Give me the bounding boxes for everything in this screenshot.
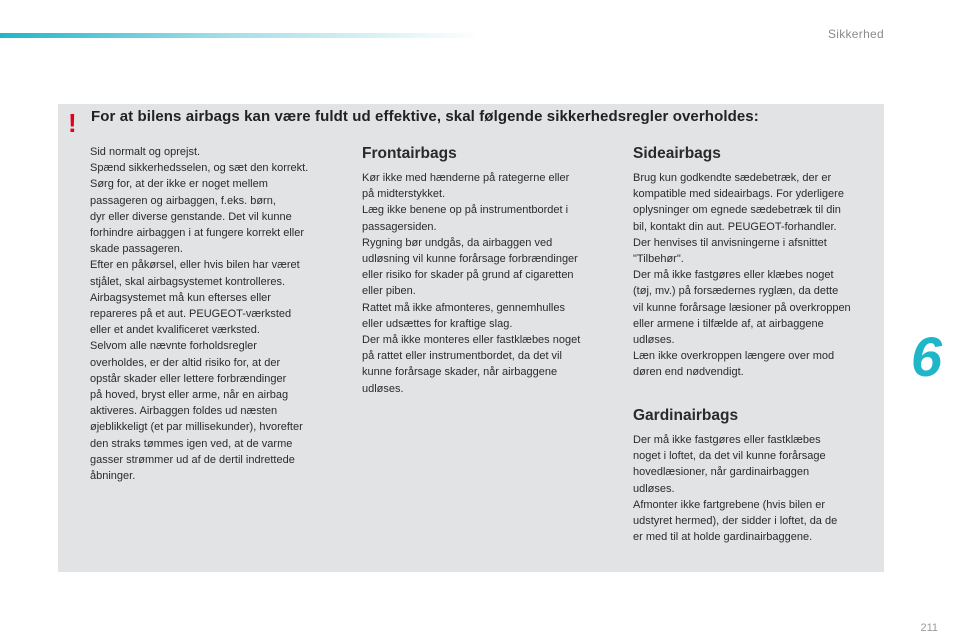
text-line: hovedlæsioner, når gardinairbaggen [633, 466, 810, 479]
text-line: stjålet, skal airbagsystemet kontrolleres. [90, 275, 286, 288]
gardinairbags-column [633, 406, 881, 545]
text-line: udstyret hermed), der sidder i loftet, da de [633, 515, 838, 528]
text-line: Der må ikke fastgøres eller klæbes noget [633, 269, 834, 282]
text-line: eller piben. [362, 285, 416, 298]
text-line: på hoved, bryst eller arme, når en airbag [90, 389, 289, 402]
text-line: udløses. [633, 482, 675, 495]
text-line: opstår skader eller lettere forbrændinger [90, 372, 287, 385]
text-line: dyr eller diverse genstande. Det vil kunne [90, 210, 292, 223]
text-line: "Tilbehør". [633, 253, 684, 266]
text-line: Sid normalt og oprejst. [90, 146, 201, 158]
text-line: eller udsættes for kraftige slag. [362, 317, 513, 330]
frontairbags-column [362, 144, 612, 397]
text-line: Læg ikke benene op på instrumentbordet i [362, 204, 569, 217]
text-line: kunne forårsage skader, når airbaggene [362, 366, 558, 379]
text-line: Airbagsystemet må kun efterses eller [90, 291, 271, 304]
text-line: repareres på et aut. PEUGEOT-værksted [90, 308, 292, 321]
section-title: Sikkerhed [827, 27, 884, 41]
text-line: Der må ikke fastgøres eller fastklæbes [633, 434, 821, 446]
text-line: eller et andet kvalificeret værksted. [90, 324, 260, 337]
text-line: Læn ikke overkroppen længere over mod [633, 350, 835, 363]
gardinairbags-title: Gardinairbags [633, 407, 739, 424]
text-line: gasser strømmer ud af de dertil indrettede [90, 453, 295, 466]
text-line: øjeblikkeligt (et par millisekunder), hvorefter [90, 421, 303, 434]
text-line: åbninger. [90, 470, 136, 483]
text-line: Brug kun godkendte sædebetræk, der er [633, 172, 832, 184]
text-line: på rattet eller instrumentbordet, da det vil [362, 350, 562, 363]
text-line: kompatible med sideairbags. For yderligere [633, 188, 844, 201]
frontairbags-text [362, 170, 612, 397]
text-line: døren end nødvendigt. [633, 366, 744, 379]
text-line: Afmonter ikke fartgrebene (hvis bilen er [633, 498, 825, 511]
gardinairbags-text [633, 432, 881, 545]
general-rules-column [90, 144, 340, 484]
text-line: udløsning vil kunne forårsage forbrændinger [362, 253, 578, 266]
text-line: Rygning bør undgås, da airbaggen ved [362, 236, 553, 249]
panel-heading: For at bilens airbags kan være fuldt ud effektive, skal følgende sikkerhedsregler overholdes: [91, 108, 759, 125]
text-line: Spænd sikkerhedsselen, og sæt den korrekt. [90, 162, 309, 175]
text-line: overholdes, er der altid risiko for, at der [90, 356, 281, 369]
text-line: Der henvises til anvisningerne i afsnittet [633, 236, 827, 249]
text-line: bil, kontakt din aut. PEUGEOT-forhandler. [633, 220, 837, 233]
text-line: Rattet må ikke afmonteres, gennemhulles [362, 301, 565, 314]
text-line: aktiveres. Airbaggen foldes ud næsten [90, 405, 278, 418]
airbag-safety-panel [58, 104, 884, 572]
text-line: oplysninger om egnede sædebetræk til din [633, 204, 841, 217]
text-line: eller risiko for skader på grund af cigaretten [362, 269, 574, 282]
chapter-number: 6 [910, 325, 942, 388]
text-line: Der må ikke monteres eller fastklæbes noget [362, 334, 581, 347]
text-line: eller armene i tilfælde af, at airbaggene [633, 317, 824, 330]
text-line: på midterstykket. [362, 188, 446, 201]
sideairbags-column [633, 144, 881, 381]
text-line: udløses. [633, 334, 675, 347]
page-number: 211 [920, 622, 938, 634]
text-line: passageren og airbaggen, f.eks. børn, [90, 194, 276, 207]
text-line: skade passageren. [90, 243, 183, 256]
text-line: den straks tømmes igen ved, at de varme [90, 437, 293, 450]
frontairbags-title: Frontairbags [362, 145, 457, 162]
text-line: (tøj, mv.) på forsædernes ryglæn, da dette [633, 285, 839, 298]
text-line: forhindre airbaggen i at fungere korrekt eller [90, 227, 305, 240]
sideairbags-text [633, 170, 881, 381]
text-line: noget i loftet, da det vil kunne forårsage [633, 450, 826, 463]
text-line: Selvom alle nævnte forholdsregler [90, 340, 257, 353]
text-line: Kør ikke med hænderne på rategerne eller [362, 172, 570, 184]
text-line: udløses. [362, 382, 404, 395]
header-accent-bar [0, 33, 480, 38]
text-line: Sørg for, at der ikke er noget mellem [90, 178, 268, 191]
text-line: passagersiden. [362, 220, 437, 233]
text-line: er med til at holde gardinairbaggene. [633, 531, 813, 544]
warning-icon: ! [68, 108, 77, 138]
text-line: Efter en påkørsel, eller hvis bilen har været [90, 259, 300, 272]
sideairbags-title: Sideairbags [633, 145, 721, 162]
text-line: vil kunne forårsage læsioner på overkroppen [633, 301, 851, 314]
